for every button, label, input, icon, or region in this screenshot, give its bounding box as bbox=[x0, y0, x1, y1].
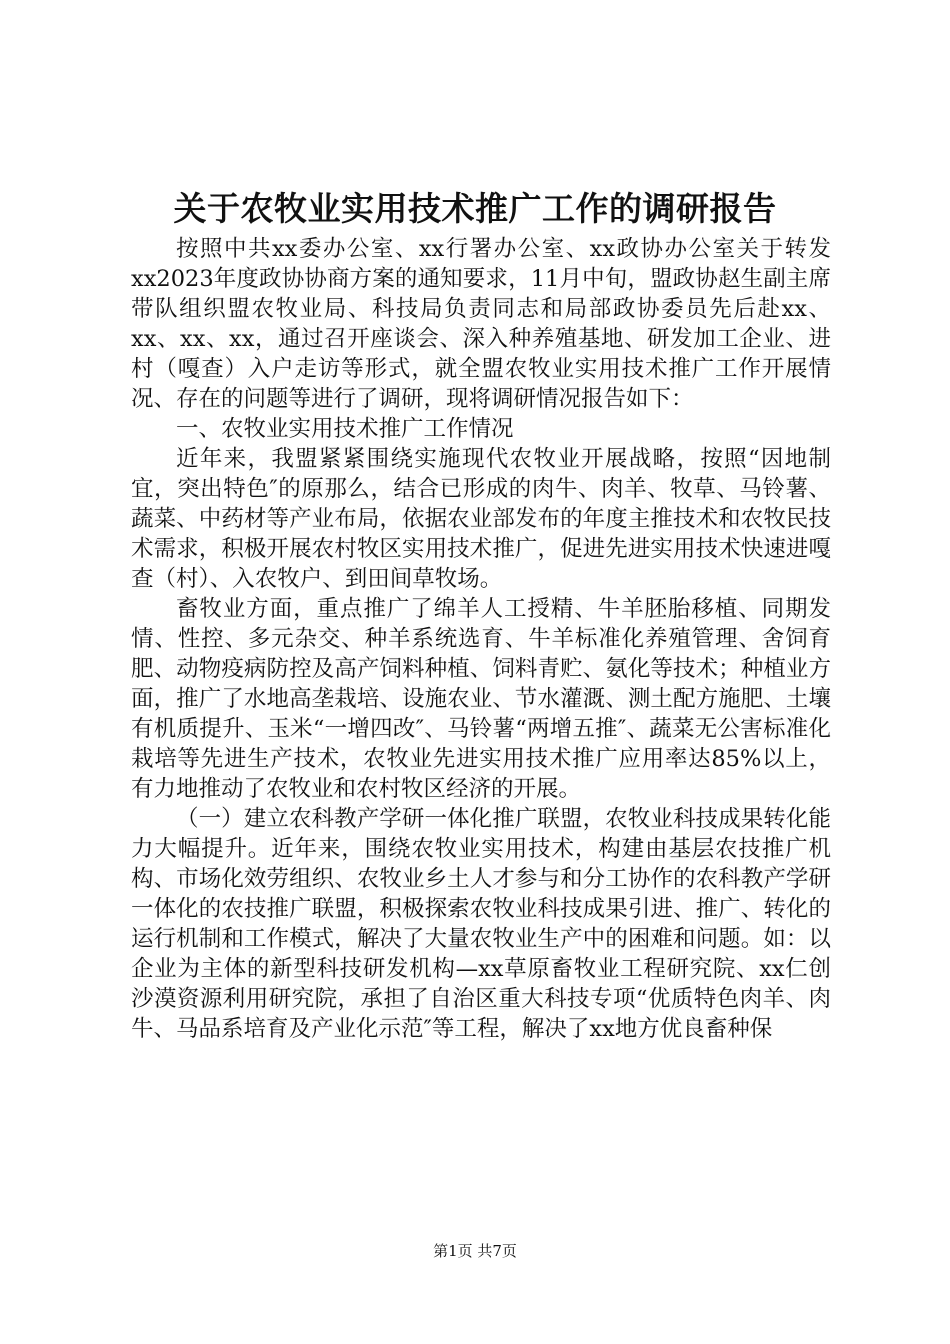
body-paragraph: 近年来，我盟紧紧围绕实施现代农牧业开展战略，按照“因地制宜，突出特色″的原那么，结合已形成的肉牛、肉羊、牧草、马铃薯、蔬菜、中药材等产业布局，依据农业部发布的年度主推技术和农牧民技术需求，积极开展农村牧区实用技术推广，促进先进实用技术快速进嘎查（村）、入农牧户、到田间草牧场。 bbox=[131, 446, 831, 592]
body-paragraph: （一）建立农科教产学研一体化推广联盟，农牧业科技成果转化能力大幅提升。近年来，围绕农牧业实用技术，构建由基层农技推广机构、市场化效劳组织、农牧业乡土人才参与和分工协作的农科教产学研一体化的农技推广联盟，积极探索农牧业科技成果引进、推广、转化的运行机制和工作模式，解决了大量农牧业生产中的困难和问题。如：以企业为主体的新型科技研发机构—xx草原畜牧业工程研究院、xx仁创沙漠资源利用研究院，承担了自治区重大科技专项“优质特色肉羊、肉牛、马品系培育及产业化示范″等工程，解决了xx地方优良畜种保 bbox=[131, 806, 831, 1042]
document-body bbox=[131, 234, 831, 1044]
body-paragraph: 畜牧业方面，重点推广了绵羊人工授精、牛羊胚胎移植、同期发情、性控、多元杂交、种羊系统选育、牛羊标准化养殖管理、舍饲育肥、动物疫病防控及高产饲料种植、饲料青贮、氨化等技术；种植业方面，推广了水地高垄栽培、设施农业、节水灌溉、测土配方施肥、土壤有机质提升、玉米“一增四改″、马铃薯“两增五推″、蔬菜无公害标准化栽培等先进生产技术，农牧业先进实用技术推广应用率达85%以上，有力地推动了农牧业和农村牧区经济的开展。 bbox=[131, 596, 831, 802]
document-title: 关于农牧业实用技术推广工作的调研报告 bbox=[173, 189, 777, 228]
section-heading: 一、农牧业实用技术推广工作情况 bbox=[176, 416, 514, 442]
page-number-footer: 第1页 共7页 bbox=[433, 1242, 517, 1260]
intro-paragraph: 按照中共xx委办公室、xx行署办公室、xx政协办公室关于转发xx2023年度政协协商方案的通知要求，11月中旬，盟政协赵生副主席带队组织盟农牧业局、科技局负责同志和局部政协委员先后赴xx、xx、xx、xx，通过召开座谈会、深入种养殖基地、研发加工企业、进村（嘎查）入户走访等形式，就全盟农牧业实用技术推广工作开展情况、存在的问题等进行了调研，现将调研情况报告如下： bbox=[131, 236, 831, 412]
